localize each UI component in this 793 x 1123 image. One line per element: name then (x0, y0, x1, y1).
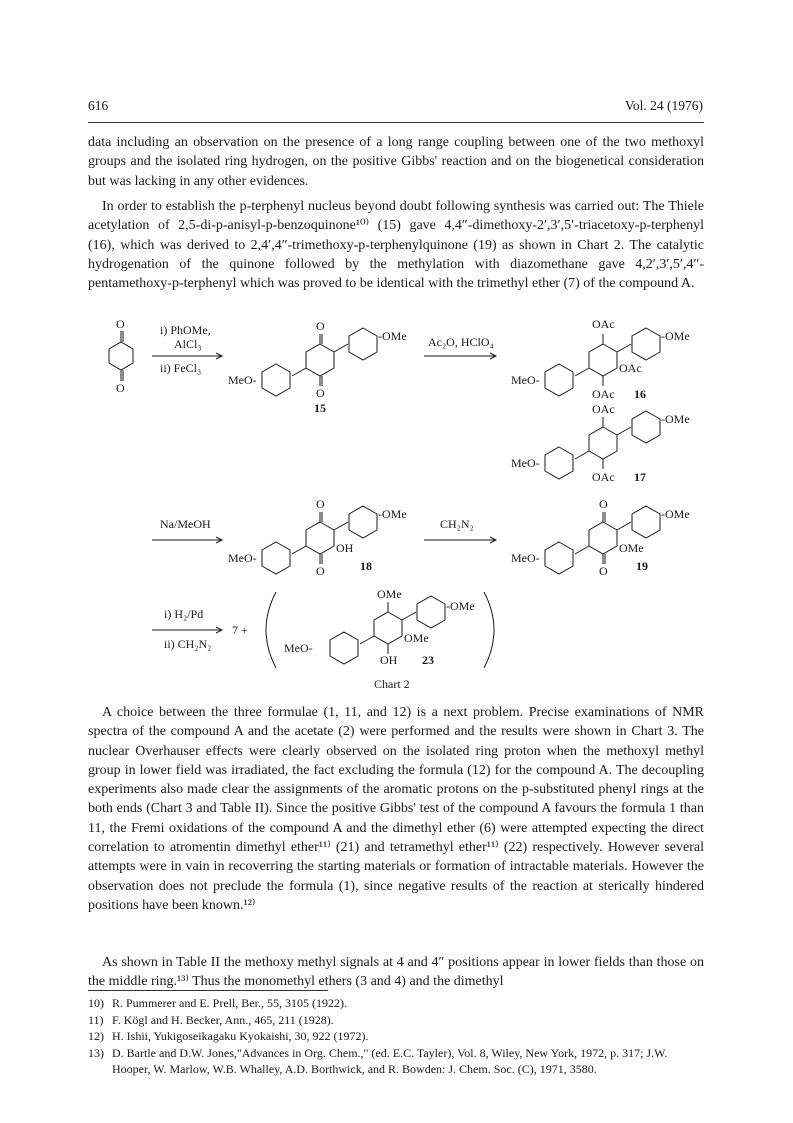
chart-2-figure (88, 312, 704, 704)
c19-meo: MeO- (511, 551, 540, 565)
c23-ome-right: OMe (404, 631, 429, 645)
reagent-step5-b: ii) CH₂N₂ (164, 637, 212, 651)
compound-17-label: 17 (634, 470, 646, 484)
chart-caption: Chart 2 (374, 677, 410, 691)
c15-O-top: O (316, 319, 325, 333)
footnote-13 (88, 1045, 704, 1078)
c16-ome: -OMe (661, 329, 690, 343)
c15-meo: MeO- (228, 373, 257, 387)
journal-volume: Vol. 24 (1976) (624, 98, 703, 113)
c19-ome: -OMe (661, 507, 690, 521)
c18-oh: OH (336, 541, 354, 555)
reagent-step3: Na/MeOH (160, 517, 211, 531)
footnote-text: R. Pummerer and E. Prell, Ber., 55, 3105 (1922). (112, 996, 347, 1010)
compound-18-label: 18 (360, 559, 372, 573)
compound-23-label: 23 (422, 653, 434, 667)
footnote-text: H. Ishii, Yukigoseikagaku Kyokaishi, 30, 922 (1972). (112, 1029, 369, 1043)
c16-meo: MeO- (511, 373, 540, 387)
c18-O-bottom: O (316, 564, 325, 578)
c23-ome: -OMe (446, 599, 475, 613)
quinone-O-top: O (116, 317, 125, 331)
footnote-12 (88, 1028, 704, 1045)
c15-ome: -OMe (378, 329, 407, 343)
c17-meo: MeO- (511, 456, 540, 470)
reagent-step4: CH₂N₂ (440, 517, 474, 531)
c16-oac-right: OAc (619, 361, 642, 375)
paragraph-1: data including an observation on the presence of a long range coupling between one of the two methoxyl groups and the isolated ring hydrogen, on the positive Gibbs' reaction and on the biogenetical consideration but was lacking in any other evidences. (88, 135, 704, 189)
c23-oh: OH (380, 653, 398, 667)
c16-oac-top: OAc (592, 317, 615, 331)
c16-oac-bottom: OAc (592, 387, 615, 401)
footnote-text: F. Kögl and H. Becker, Ann., 465, 211 (1928). (112, 1012, 334, 1027)
c15-O-bottom: O (316, 386, 325, 400)
header-rule (88, 122, 704, 123)
footnote-rule (88, 990, 328, 991)
c19-O-bottom: O (599, 564, 608, 578)
footnote-number: 12) (88, 1029, 104, 1043)
footnote-number: 10) (88, 996, 104, 1010)
reagent-step2: Ac₂O, HClO₄ (428, 335, 494, 349)
compound-16-label: 16 (634, 387, 646, 401)
c17-ome: -OMe (661, 412, 690, 426)
c17-oac-bottom: OAc (592, 470, 615, 484)
plus-7: 7 + (232, 623, 248, 637)
reagent-step5-a: i) H₂/Pd (164, 607, 204, 621)
c18-meo: MeO- (228, 551, 257, 565)
footnote-10 (88, 995, 704, 1012)
c19-O-top: O (599, 497, 608, 511)
footnotes (88, 995, 704, 1078)
c23-ome-top: OMe (377, 587, 402, 601)
paragraph-3: A choice between the three formulae (1, 11, and 12) is a next problem. Precise examinations of NMR spectra of the compound A and the acetate (2) were performed and the results were shown in Chart 3. The nuclear Overhauser effects were clearly observed on the isolated ring proton when the methoxyl methyl group in lower field was irradiated, the fact excluding the formula (12) for the compound A. The decoupling experiments also made clear the assignments of the aromatic protons on the p-substituted phenyl rings at the both ends (Chart 3 and Table II). Since the positive Gibbs' test of the compound A favours the formula 1 than 11, the Fremi oxidations of the compound A and the dimethyl ether (6) were attempted expecting the direct correlation to atromentin dimethyl ether¹¹⁾ (21) and tetramethyl ether¹¹⁾ (22) respectively. However several attempts were in vain in recoverring the starting materials or formation of intractable materials. However the observation does not preclude the formula (1), since negative results of the reaction at sterically hindered positions have been known.¹²⁾ (88, 705, 704, 913)
c23-meo: MeO- (284, 641, 313, 655)
c18-ome: -OMe (378, 507, 407, 521)
footnote-text: D. Bartle and D.W. Jones,"Advances in Org. Chem.," (ed. E.C. Tayler), Vol. 8, Wiley, New York, 1972, p. 317; J.W. Hooper, W. Marlow, W.B. Whalley, A.D. Borthwick, and R. Bowden: J. Chem. Soc. (C), 1971, 3580. (112, 1045, 668, 1076)
c19-ome-right: OMe (619, 541, 644, 555)
quinone-O-bottom: O (116, 381, 125, 395)
footnote-number: 13) (88, 1045, 104, 1060)
paragraph-2: In order to establish the p-terphenyl nucleus beyond doubt following synthesis was carried out: The Thiele acetylation of 2,5-di-p-anisyl-p-benzoquinone¹⁰⁾ (15) gave 4,4″-dimethoxy-2′,3′,5′-triacetoxy-p-terphenyl (16), which was derived to 2,4′,4″-trimethoxy-p-terphenylquinone (19) as shown in Chart 2. The catalytic hydrogenation of the quinone followed by the methylation with diazomethane gave 4,2′,3′,5′,4″-pentamethoxy-p-terphenyl which was proved to be identical with the trimethyl ether (7) of the compound A. (88, 199, 704, 292)
page-number: 616 (88, 98, 109, 113)
footnote-number: 11) (88, 1012, 104, 1027)
reagent-step1-a: i) PhOMe, (160, 323, 211, 337)
paragraph-4: As shown in Table II the methoxy methyl signals at 4 and 4″ positions appear in lower fields than those on the middle ring.¹³⁾ Thus the monomethyl ethers (3 and 4) and the dimethyl (88, 955, 704, 990)
c17-oac-top: OAc (592, 402, 615, 416)
reagent-step1-b: AlCl₃ (174, 337, 202, 351)
reaction-scheme (88, 312, 704, 704)
reagent-step1-c: ii) FeCl₃ (160, 361, 202, 375)
compound-15-label: 15 (314, 401, 326, 415)
compound-19-label: 19 (636, 559, 648, 573)
c18-O-top: O (316, 497, 325, 511)
footnote-11 (88, 1012, 704, 1029)
